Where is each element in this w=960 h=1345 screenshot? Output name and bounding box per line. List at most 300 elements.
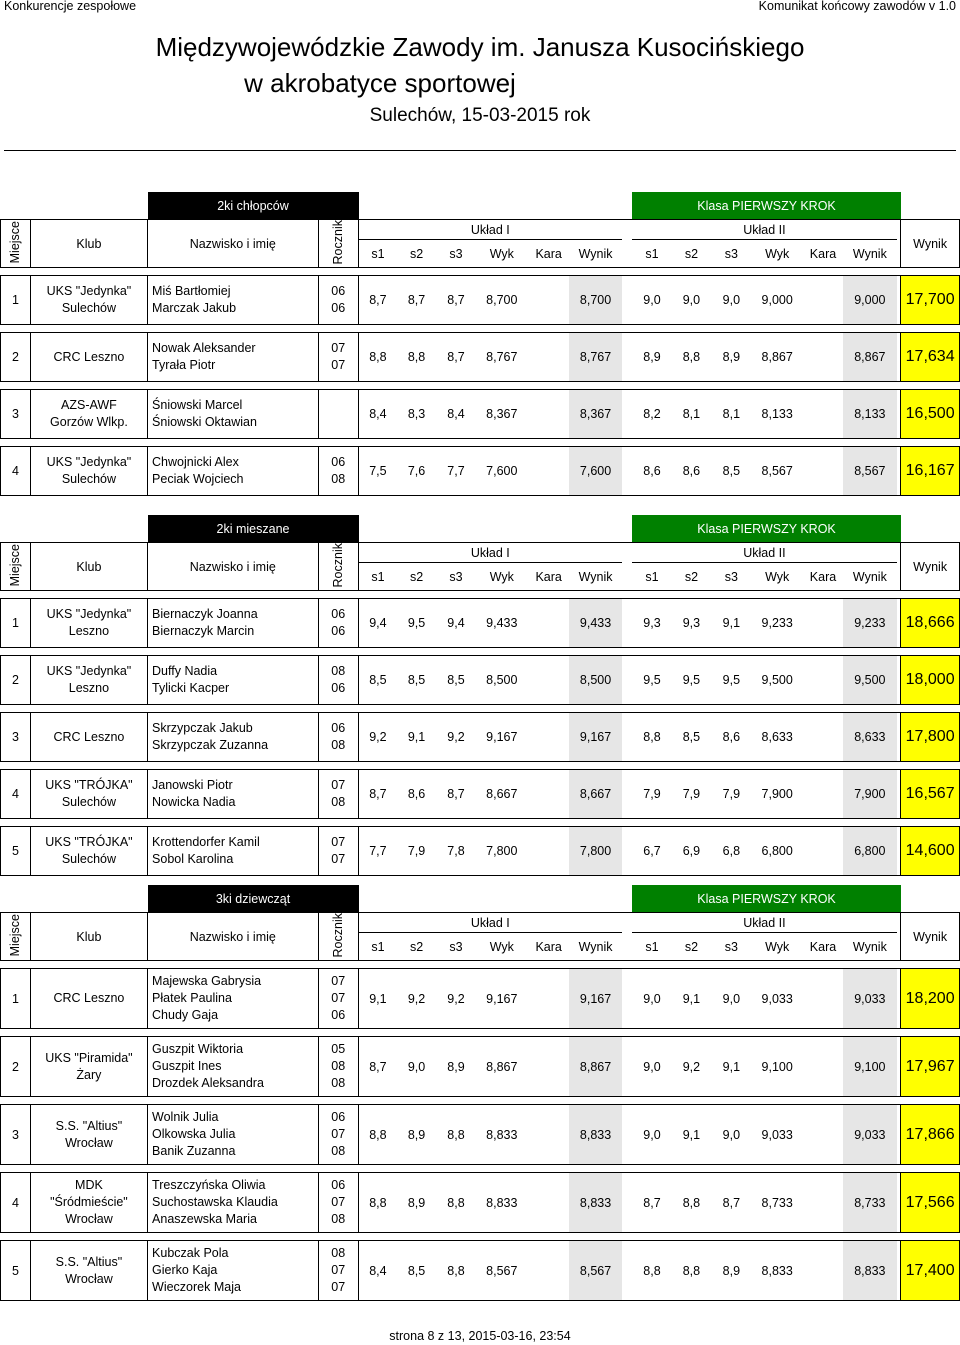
score-u2: 8,6 xyxy=(632,447,671,496)
athlete-name: Chwojnicki Alex xyxy=(152,455,239,470)
score-u1: 8,367 xyxy=(569,390,621,439)
score-u1: 9,4 xyxy=(359,599,397,648)
header-klub: Klub xyxy=(30,543,147,591)
score-u2: 9,0 xyxy=(711,1105,751,1165)
athlete-name: Krottendorfer Kamil xyxy=(152,835,260,850)
score-u1: 8,833 xyxy=(569,1105,621,1165)
score-u2: 8,867 xyxy=(752,333,803,382)
total-score: 17,700 xyxy=(901,276,960,325)
score-u1: 9,5 xyxy=(397,599,436,648)
score-u2 xyxy=(803,1105,843,1165)
header-uklad2: Układ II xyxy=(632,913,896,933)
score-gap xyxy=(622,599,633,648)
athlete-name: Śniowski Marcel xyxy=(152,398,243,413)
score-u1: 9,167 xyxy=(476,969,528,1029)
athlete-name: Marczak Jakub xyxy=(152,301,237,316)
club-line: Sulechów xyxy=(61,852,117,867)
years-cell xyxy=(318,447,359,496)
years-cell xyxy=(318,770,359,819)
score-u1: 8,9 xyxy=(397,1173,436,1233)
score-u1 xyxy=(528,333,570,382)
header-kara: Kara xyxy=(803,240,843,268)
club-line: CRC Leszno xyxy=(53,991,125,1006)
athlete-name: Gierko Kaja xyxy=(152,1263,218,1278)
score-u2: 7,900 xyxy=(843,770,896,819)
score-gap xyxy=(622,333,633,382)
header-miejsce xyxy=(1,913,31,961)
club-line: Sulechów xyxy=(61,301,117,316)
score-u1: 8,867 xyxy=(569,1037,621,1097)
score-u2: 9,0 xyxy=(632,1105,671,1165)
score-u1: 9,433 xyxy=(476,599,528,648)
score-u2: 6,800 xyxy=(843,827,896,876)
years-cell xyxy=(318,969,358,1029)
score-u1 xyxy=(528,390,570,439)
place-cell: 4 xyxy=(1,1173,31,1233)
place-cell: 2 xyxy=(1,1037,31,1097)
header-kara: Kara xyxy=(803,933,843,961)
results-table xyxy=(0,885,960,1301)
club-cell xyxy=(30,1173,147,1233)
header-divider xyxy=(4,150,956,151)
years-cell xyxy=(318,827,359,876)
score-u1: 8,833 xyxy=(569,1173,621,1233)
score-u1: 8,8 xyxy=(436,1241,475,1301)
score-gap xyxy=(622,390,633,439)
header-miejsce-label: Miejsce xyxy=(8,914,23,957)
header-s2: s2 xyxy=(397,240,436,268)
athlete-name: Guszpit Ines xyxy=(152,1059,222,1074)
score-u1: 8,7 xyxy=(436,276,475,325)
page-title-line2: w akrobatyce sportowej xyxy=(244,68,516,98)
club-cell xyxy=(30,770,147,819)
score-u1: 9,2 xyxy=(359,713,397,762)
score-u1: 8,4 xyxy=(359,1241,397,1301)
category-banner: 2ki chłopców xyxy=(148,192,359,220)
score-u1 xyxy=(528,1173,570,1233)
score-u2 xyxy=(803,1173,843,1233)
athlete-name: Tyrała Piotr xyxy=(152,358,216,373)
birth-year: 08 xyxy=(331,472,346,487)
header-miejsce-label: Miejsce xyxy=(8,544,23,587)
score-u1: 8,9 xyxy=(397,1105,436,1165)
club-line: UKS "Piramida" xyxy=(45,1050,133,1065)
score-u1: 8,767 xyxy=(476,333,528,382)
table-row xyxy=(1,390,960,439)
place-cell: 4 xyxy=(1,447,31,496)
score-u1 xyxy=(528,656,570,705)
score-u1: 8,4 xyxy=(359,390,397,439)
score-u2: 8,833 xyxy=(843,1241,896,1301)
birth-year: 08 xyxy=(331,1059,346,1074)
place-cell: 3 xyxy=(1,713,31,762)
athlete-name: Skrzypczak Jakub xyxy=(152,721,253,736)
birth-year: 08 xyxy=(331,1076,346,1091)
years-cell xyxy=(318,276,359,325)
header-uklad1: Układ I xyxy=(359,220,622,240)
header-rocznik xyxy=(318,913,358,961)
score-u1: 8,5 xyxy=(397,1241,436,1301)
table-row xyxy=(1,1105,960,1165)
score-u2 xyxy=(803,599,843,648)
score-u2: 8,133 xyxy=(752,390,803,439)
place-cell: 1 xyxy=(1,969,31,1029)
club-cell xyxy=(30,390,147,439)
score-u1 xyxy=(528,1105,570,1165)
header-rocznik xyxy=(318,543,359,591)
score-u2: 9,0 xyxy=(672,276,711,325)
header-rocznik xyxy=(318,220,359,268)
total-score: 18,200 xyxy=(901,969,960,1029)
header-wynik: Wynik xyxy=(901,913,960,961)
header-right-label: Komunikat końcowy zawodów v 1.0 xyxy=(758,0,956,13)
header-s2: s2 xyxy=(397,933,436,961)
score-gap xyxy=(622,1105,633,1165)
score-u1: 7,600 xyxy=(569,447,621,496)
names-cell xyxy=(148,599,318,648)
header-wynik: Wynik xyxy=(843,240,896,268)
score-u2: 6,800 xyxy=(752,827,803,876)
table-row xyxy=(1,599,960,648)
score-u2 xyxy=(803,390,843,439)
club-line: S.S. "Altius" xyxy=(55,1254,123,1269)
header-wyk: Wyk xyxy=(752,933,803,961)
birth-year: 08 xyxy=(331,738,346,753)
header-miejsce xyxy=(1,220,31,268)
header-wyk: Wyk xyxy=(476,563,528,591)
header-wynik: Wynik xyxy=(901,220,960,268)
total-score: 18,666 xyxy=(901,599,960,648)
score-u2: 8,567 xyxy=(843,447,896,496)
club-line: S.S. "Altius" xyxy=(55,1118,123,1133)
score-u2: 9,500 xyxy=(843,656,896,705)
table-row xyxy=(1,333,960,382)
score-u2: 9,5 xyxy=(672,656,711,705)
score-u1: 9,1 xyxy=(359,969,397,1029)
header-s2: s2 xyxy=(672,240,711,268)
score-u2: 7,9 xyxy=(672,770,711,819)
header-rocznik-label: Rocznik xyxy=(331,913,346,958)
place-cell: 2 xyxy=(1,656,31,705)
score-gap xyxy=(622,969,633,1029)
score-u1: 9,167 xyxy=(569,713,621,762)
score-u1: 8,7 xyxy=(397,276,436,325)
header-uklad2: Układ II xyxy=(632,220,896,240)
table-row xyxy=(1,447,960,496)
score-u2 xyxy=(803,713,843,762)
score-u1 xyxy=(528,969,570,1029)
score-u1: 9,167 xyxy=(569,969,621,1029)
score-u2: 7,900 xyxy=(752,770,803,819)
score-u2: 8,8 xyxy=(672,1173,711,1233)
athlete-name: Wieczorek Maja xyxy=(152,1280,241,1295)
header-s1: s1 xyxy=(359,933,397,961)
header-s1: s1 xyxy=(632,240,671,268)
table-row xyxy=(1,713,960,762)
club-cell xyxy=(30,827,147,876)
birth-year: 07 xyxy=(331,1195,346,1210)
header-s1: s1 xyxy=(632,933,671,961)
birth-year: 07 xyxy=(331,341,346,356)
birth-year: 07 xyxy=(331,1263,346,1278)
score-u1: 8,567 xyxy=(569,1241,621,1301)
total-score: 17,634 xyxy=(901,333,960,382)
place-cell: 1 xyxy=(1,599,31,648)
birth-year: 07 xyxy=(331,1280,346,1295)
header-uklad1: Układ I xyxy=(359,543,622,563)
athlete-name: Banik Zuzanna xyxy=(152,1144,236,1159)
names-cell xyxy=(148,333,318,382)
header-s3: s3 xyxy=(436,933,475,961)
header-klub: Klub xyxy=(30,220,147,268)
score-u2: 9,1 xyxy=(672,969,711,1029)
athlete-name: Biernaczyk Joanna xyxy=(152,607,258,622)
years-cell xyxy=(318,1105,358,1165)
birth-year: 06 xyxy=(331,455,346,470)
header-s1: s1 xyxy=(359,240,397,268)
birth-year: 06 xyxy=(331,284,346,299)
place-cell: 3 xyxy=(1,1105,31,1165)
score-u1: 7,7 xyxy=(359,827,397,876)
header-wyk: Wyk xyxy=(476,240,528,268)
score-u1: 8,500 xyxy=(569,656,621,705)
athlete-name: Miś Bartłomiej xyxy=(152,284,231,299)
score-u2: 8,9 xyxy=(711,333,751,382)
club-line: Wrocław xyxy=(65,1271,113,1286)
total-score: 17,800 xyxy=(901,713,960,762)
names-cell xyxy=(148,827,318,876)
score-u1: 8,5 xyxy=(436,656,475,705)
names-cell xyxy=(148,770,318,819)
score-u2: 9,5 xyxy=(632,656,671,705)
header-gap xyxy=(622,913,633,933)
score-gap xyxy=(622,656,633,705)
birth-year: 08 xyxy=(331,664,346,679)
header-wynik: Wynik xyxy=(843,563,896,591)
athlete-name: Skrzypczak Zuzanna xyxy=(152,738,269,753)
total-score: 14,600 xyxy=(901,827,960,876)
score-u1 xyxy=(528,1241,570,1301)
score-u1: 8,8 xyxy=(359,1173,397,1233)
score-gap xyxy=(622,1241,633,1301)
total-score: 16,500 xyxy=(901,390,960,439)
klasa-banner: Klasa PIERWSZY KROK xyxy=(632,192,900,220)
header-s2: s2 xyxy=(397,563,436,591)
score-u2: 8,9 xyxy=(711,1241,751,1301)
score-u2: 7,9 xyxy=(711,770,751,819)
score-u1: 8,7 xyxy=(359,1037,397,1097)
header-s3: s3 xyxy=(711,240,751,268)
score-u2: 9,000 xyxy=(843,276,896,325)
athlete-name: Drozdek Aleksandra xyxy=(152,1076,264,1091)
club-cell xyxy=(30,1241,147,1301)
score-u2: 9,033 xyxy=(843,969,896,1029)
header-rocznik-label: Rocznik xyxy=(331,543,346,588)
score-u1: 8,8 xyxy=(359,333,397,382)
years-cell xyxy=(318,1173,358,1233)
header-nazwisko: Nazwisko i imię xyxy=(148,913,318,961)
header-s1: s1 xyxy=(632,563,671,591)
place-cell: 4 xyxy=(1,770,31,819)
score-u2: 8,633 xyxy=(752,713,803,762)
header-left-label: Konkurencje zespołowe xyxy=(4,0,137,13)
athlete-name: Olkowska Julia xyxy=(152,1127,236,1142)
names-cell xyxy=(148,276,318,325)
header-kara: Kara xyxy=(803,563,843,591)
score-u2: 8,9 xyxy=(632,333,671,382)
score-u2: 9,033 xyxy=(752,1105,803,1165)
header-gap xyxy=(622,240,633,268)
score-u2 xyxy=(803,333,843,382)
header-wynik: Wynik xyxy=(569,933,621,961)
score-gap xyxy=(622,1037,633,1097)
score-u1 xyxy=(528,447,570,496)
score-gap xyxy=(622,827,633,876)
birth-year: 08 xyxy=(331,1144,346,1159)
total-score: 16,167 xyxy=(901,447,960,496)
names-cell xyxy=(148,1173,318,1233)
score-u2 xyxy=(803,276,843,325)
header-gap xyxy=(622,563,633,591)
athlete-name: Kubczak Pola xyxy=(152,1246,229,1261)
club-line: Leszno xyxy=(68,624,110,639)
club-line: Leszno xyxy=(68,681,110,696)
score-u1: 8,567 xyxy=(476,1241,528,1301)
athlete-name: Anaszewska Maria xyxy=(152,1212,257,1227)
club-line: Sulechów xyxy=(61,795,117,810)
athlete-name: Tylicki Kacper xyxy=(152,681,230,696)
club-cell xyxy=(30,276,147,325)
score-u1: 8,667 xyxy=(476,770,528,819)
score-u1 xyxy=(528,827,570,876)
athlete-name: Sobol Karolina xyxy=(152,852,234,867)
birth-year: 05 xyxy=(331,1042,346,1057)
birth-year: 06 xyxy=(331,624,346,639)
club-line: Gorzów Wlkp. xyxy=(50,415,128,430)
club-cell xyxy=(30,599,147,648)
score-u2: 9,233 xyxy=(843,599,896,648)
athlete-name: Treszczyńska Oliwia xyxy=(152,1178,266,1193)
club-cell xyxy=(30,713,147,762)
athlete-name: Nowicka Nadia xyxy=(152,795,236,810)
score-u2 xyxy=(803,827,843,876)
athlete-name: Chudy Gaja xyxy=(152,1008,219,1023)
birth-year: 07 xyxy=(331,974,346,989)
score-u2: 8,633 xyxy=(843,713,896,762)
club-cell xyxy=(30,1037,147,1097)
score-u1 xyxy=(528,713,570,762)
score-u1 xyxy=(528,1037,570,1097)
club-line: CRC Leszno xyxy=(53,729,125,744)
birth-year: 07 xyxy=(331,778,346,793)
score-u1: 8,3 xyxy=(397,390,436,439)
score-gap xyxy=(622,770,633,819)
score-gap xyxy=(622,1173,633,1233)
club-line: Sulechów xyxy=(61,472,117,487)
score-u2: 8,733 xyxy=(843,1173,896,1233)
score-u2: 9,3 xyxy=(632,599,671,648)
athlete-name: Biernaczyk Marcin xyxy=(152,624,255,639)
score-u1: 8,8 xyxy=(436,1173,475,1233)
score-u2: 8,2 xyxy=(632,390,671,439)
total-score: 17,400 xyxy=(901,1241,960,1301)
place-cell: 5 xyxy=(1,827,31,876)
score-u2: 9,100 xyxy=(752,1037,803,1097)
club-line: UKS "TRÓJKA" xyxy=(45,835,133,850)
score-u2: 8,8 xyxy=(672,333,711,382)
birth-year: 07 xyxy=(331,852,346,867)
club-line: AZS-AWF xyxy=(61,398,117,413)
club-cell xyxy=(30,333,147,382)
score-u2: 8,6 xyxy=(711,713,751,762)
score-u2: 9,0 xyxy=(632,276,671,325)
score-u1: 8,8 xyxy=(359,1105,397,1165)
birth-year: 07 xyxy=(331,358,346,373)
header-uklad1: Układ I xyxy=(359,913,622,933)
score-u2: 8,7 xyxy=(711,1173,751,1233)
page-subtitle: Sulechów, 15-03-2015 rok xyxy=(369,105,591,126)
score-u2: 9,033 xyxy=(752,969,803,1029)
header-wynik: Wynik xyxy=(569,563,621,591)
athlete-name: Płatek Paulina xyxy=(152,991,232,1006)
header-klub: Klub xyxy=(30,913,147,961)
score-u1: 9,4 xyxy=(436,599,475,648)
score-u1: 9,2 xyxy=(436,713,475,762)
club-line: CRC Leszno xyxy=(53,349,125,364)
birth-year: 07 xyxy=(331,1127,346,1142)
score-u2: 8,567 xyxy=(752,447,803,496)
names-cell xyxy=(148,656,318,705)
score-u1: 8,7 xyxy=(359,276,397,325)
header-nazwisko: Nazwisko i imię xyxy=(148,220,318,268)
birth-year: 06 xyxy=(331,301,346,316)
table-row xyxy=(1,1241,960,1301)
score-u1: 8,5 xyxy=(397,656,436,705)
score-u1: 8,833 xyxy=(476,1173,528,1233)
score-u2: 9,2 xyxy=(672,1037,711,1097)
years-cell xyxy=(318,333,359,382)
score-u2: 9,033 xyxy=(843,1105,896,1165)
score-u2: 8,8 xyxy=(632,1241,671,1301)
score-u2: 6,7 xyxy=(632,827,671,876)
score-u1: 9,2 xyxy=(436,969,475,1029)
score-u2 xyxy=(803,770,843,819)
score-u1: 8,867 xyxy=(476,1037,528,1097)
category-banner: 3ki dziewcząt xyxy=(148,885,359,913)
score-u2: 9,1 xyxy=(711,599,751,648)
birth-year: 07 xyxy=(331,991,346,1006)
club-line: Wrocław xyxy=(65,1212,113,1227)
names-cell xyxy=(148,713,318,762)
athlete-name: Suchostawska Klaudia xyxy=(152,1195,278,1210)
score-u2: 8,8 xyxy=(632,713,671,762)
score-u1: 9,1 xyxy=(397,713,436,762)
score-u2 xyxy=(803,1037,843,1097)
score-gap xyxy=(622,713,633,762)
score-u1: 8,7 xyxy=(436,333,475,382)
birth-year: 08 xyxy=(331,1212,346,1227)
header-miejsce-label: Miejsce xyxy=(8,221,23,264)
athlete-name: Janowski Piotr xyxy=(152,778,233,793)
birth-year: 08 xyxy=(331,795,346,810)
table-row xyxy=(1,656,960,705)
total-score: 17,866 xyxy=(901,1105,960,1165)
header-kara: Kara xyxy=(528,933,570,961)
score-u1: 8,667 xyxy=(569,770,621,819)
score-u1: 7,9 xyxy=(397,827,436,876)
score-u2: 6,8 xyxy=(711,827,751,876)
score-u2: 9,5 xyxy=(711,656,751,705)
